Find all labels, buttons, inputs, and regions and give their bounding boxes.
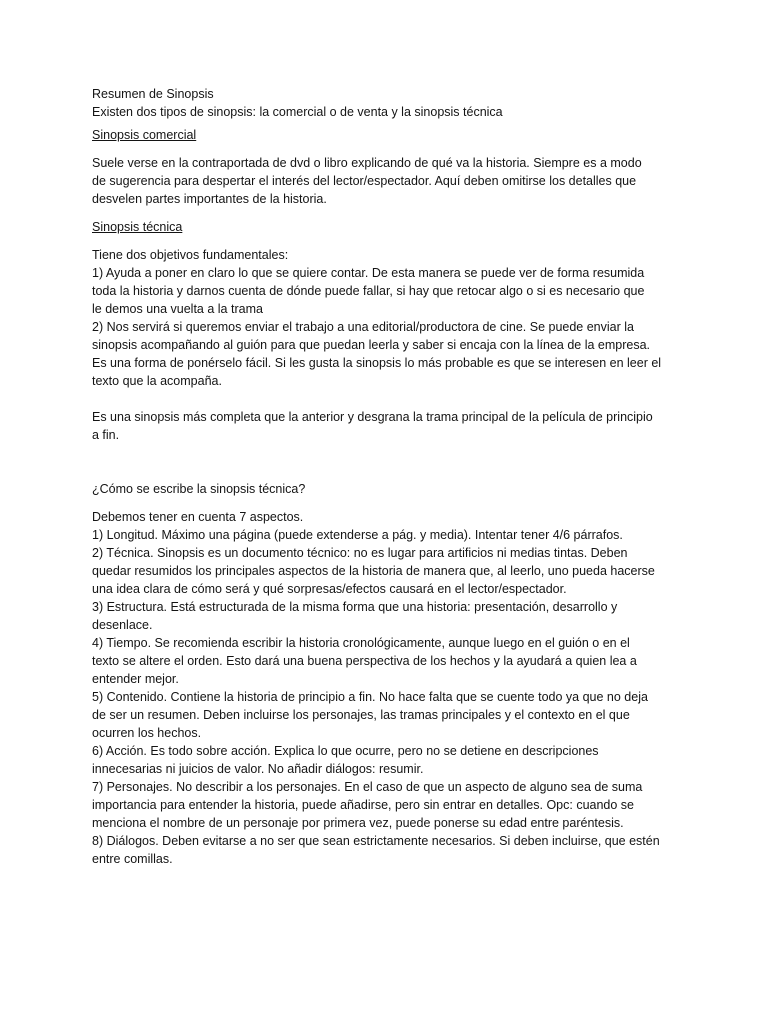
text-line: de ser un resumen. Deben incluirse los personajes, las tramas principales y el contexto en el que [92,708,630,722]
heading-sinopsis-tecnica: Sinopsis técnica [92,220,183,234]
text-line: ocurren los hechos. [92,726,202,740]
text-line: una idea clara de cómo será y qué sorpresas/efectos causará en el lector/espectador. [92,582,567,596]
text-line: desvelen partes importantes de la historia. [92,192,327,206]
text-line: desenlace. [92,618,153,632]
paragraph-tecnica [92,246,692,390]
text-line: menciona el nombre de un personaje por primera vez, puede ponerse su edad entre paréntesis. [92,816,624,830]
text-line: Suele verse en la contraportada de dvd o libro explicando de qué va la historia. Siempre es a modo [92,156,642,170]
heading-como-se-escribe: ¿Cómo se escribe la sinopsis técnica? [92,482,306,496]
text-line: toda la historia y darnos cuenta de dónde puede fallar, si hay que retocar algo o si es necesario que [92,284,645,298]
text-line: 2) Nos servirá si queremos enviar el trabajo a una editorial/productora de cine. Se puede enviar la [92,320,634,334]
paragraph-comercial [92,154,692,208]
text-line: quedar resumidos los principales aspectos de la historia de manera que, al leerlo, uno pueda hacerse [92,564,655,578]
text-line: Es una sinopsis más completa que la anterior y desgrana la trama principal de la película de principio [92,410,653,424]
text-line: 3) Estructura. Está estructurada de la misma forma que una historia: presentación, desarrollo y [92,600,618,614]
text-line: innecesarias ni juicios de valor. No añadir diálogos: resumir. [92,762,424,776]
text-line: entre comillas. [92,852,173,866]
text-line: 6) Acción. Es todo sobre acción. Explica lo que ocurre, pero no se detiene en descripciones [92,744,599,758]
paragraph-tecnica-closing [92,408,692,444]
text-line: Tiene dos objetivos fundamentales: [92,248,289,262]
text-line: entender mejor. [92,672,179,686]
text-line: 1) Ayuda a poner en claro lo que se quiere contar. De esta manera se puede ver de forma resumida [92,266,645,280]
text-line: Es una forma de ponérselo fácil. Si les gusta la sinopsis lo más probable es que se interesen en leer el [92,356,662,370]
text-line: 7) Personajes. No describir a los personajes. En el caso de que un aspecto de alguno sea de suma [92,780,643,794]
text-line: texto se altere el orden. Esto dará una buena perspectiva de los hechos y la ayudará a quien lea a [92,654,637,668]
text-line: 2) Técnica. Sinopsis es un documento técnico: no es lugar para artificios ni medias tintas. Deben [92,546,628,560]
document-page [92,85,692,868]
text-line: texto que la acompaña. [92,374,222,388]
text-line: 4) Tiempo. Se recomienda escribir la historia cronológicamente, aunque luego en el guión o en el [92,636,630,650]
text-line: 5) Contenido. Contiene la historia de principio a fin. No hace falta que se cuente todo ya que no deja [92,690,648,704]
text-line: le demos una vuelta a la trama [92,302,263,316]
text-line: 8) Diálogos. Deben evitarse a no ser que sean estrictamente necesarios. Si deben incluirse, que estén [92,834,660,848]
document-subtitle: Existen dos tipos de sinopsis: la comercial o de venta y la sinopsis técnica [92,105,503,119]
text-line: a fin. [92,428,120,442]
text-line: Debemos tener en cuenta 7 aspectos. [92,510,304,524]
document-title: Resumen de Sinopsis [92,87,214,101]
text-line: de sugerencia para despertar el interés del lector/espectador. Aquí deben omitirse los detalles que [92,174,637,188]
paragraph-aspectos [92,508,692,868]
text-line: 1) Longitud. Máximo una página (puede extenderse a pág. y media). Intentar tener 4/6 párrafos. [92,528,623,542]
text-line: sinopsis acompañando al guión para que puedan leerla y saber si encaja con la línea de la empresa. [92,338,651,352]
text-line: importancia para entender la historia, puede añadirse, pero sin entrar en detalles. Opc: cuando se [92,798,634,812]
heading-sinopsis-comercial: Sinopsis comercial [92,128,197,142]
